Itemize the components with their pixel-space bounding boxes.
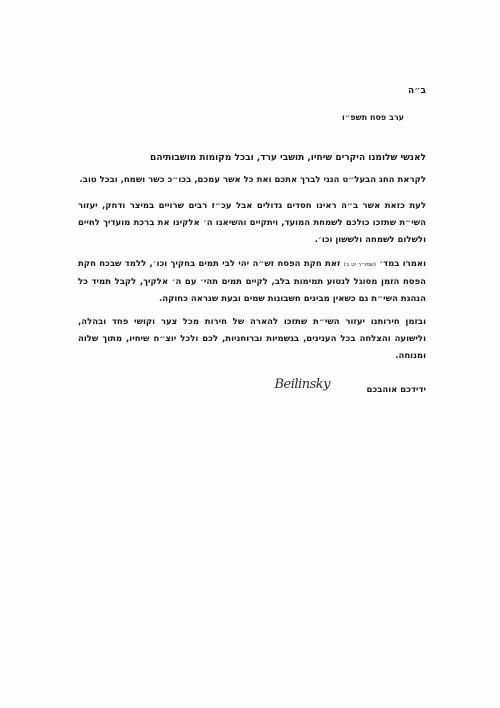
midrash-source-reference: (שמו״ר יט ב) (343, 262, 376, 268)
date-line: ערב פסח תשפ״ו (341, 113, 404, 122)
paragraph-midrash (78, 256, 426, 308)
closing-line: ידידכם אוהבכם (366, 385, 426, 395)
midrash-text: זאת חקת הפסח זש״ה יהי לבי תמים בחקיך וכו׳, ללמד שבכח חקת הפסח הזמן מסוגל לנטוע תמימות בלב, לקיים תמים תהי׳ עם ה׳ אלקיך, לקבל תמיד כל הנהגת השי״ת גם כשאין מבינים חשבונות שמים ובעת שנראה כחוקה. (78, 259, 426, 304)
paragraph-greeting: לקראת החג הבעל״ט הנני לברך אתכם ואת כל אשר עמכם, בכו״כ כשר ושמח, ובכל טוב. (79, 175, 426, 185)
bh-heading: ב״ה (407, 86, 426, 96)
letter-address: לאנשי שלומנו היקרים שיחיו, תושבי ערד, ובכל מקומות מושבותיהם (150, 153, 426, 163)
midrash-intro: ואמרו במד׳ (379, 259, 426, 269)
handwritten-signature: Beilinsky (274, 377, 330, 392)
paragraph-freedom: ובזמן חירותנו יעזור השי״ת שתזכו להארה של חירות מכל צער וקושי פחד ובהלה, ולישועה והצלחה בכל הענינים, בגשמיות וברוחניות, לכם ולכל יוצ״ח שיחיו, מתוך שלוה ומנוחה. (78, 317, 426, 361)
paragraph-blessing: לעת כזאת אשר ב״ה ראינו חסדים גדולים אבל עכ״ז רבים שרויים במיצר ודחק, יעזור השי״ת שתזכו כולכם לשמחת המועד, ויתקיים והשיאנו ה׳ אלקינו את ברכת מועדיך לחיים ולשלום לשמחה ולששון וכו׳. (78, 201, 426, 245)
